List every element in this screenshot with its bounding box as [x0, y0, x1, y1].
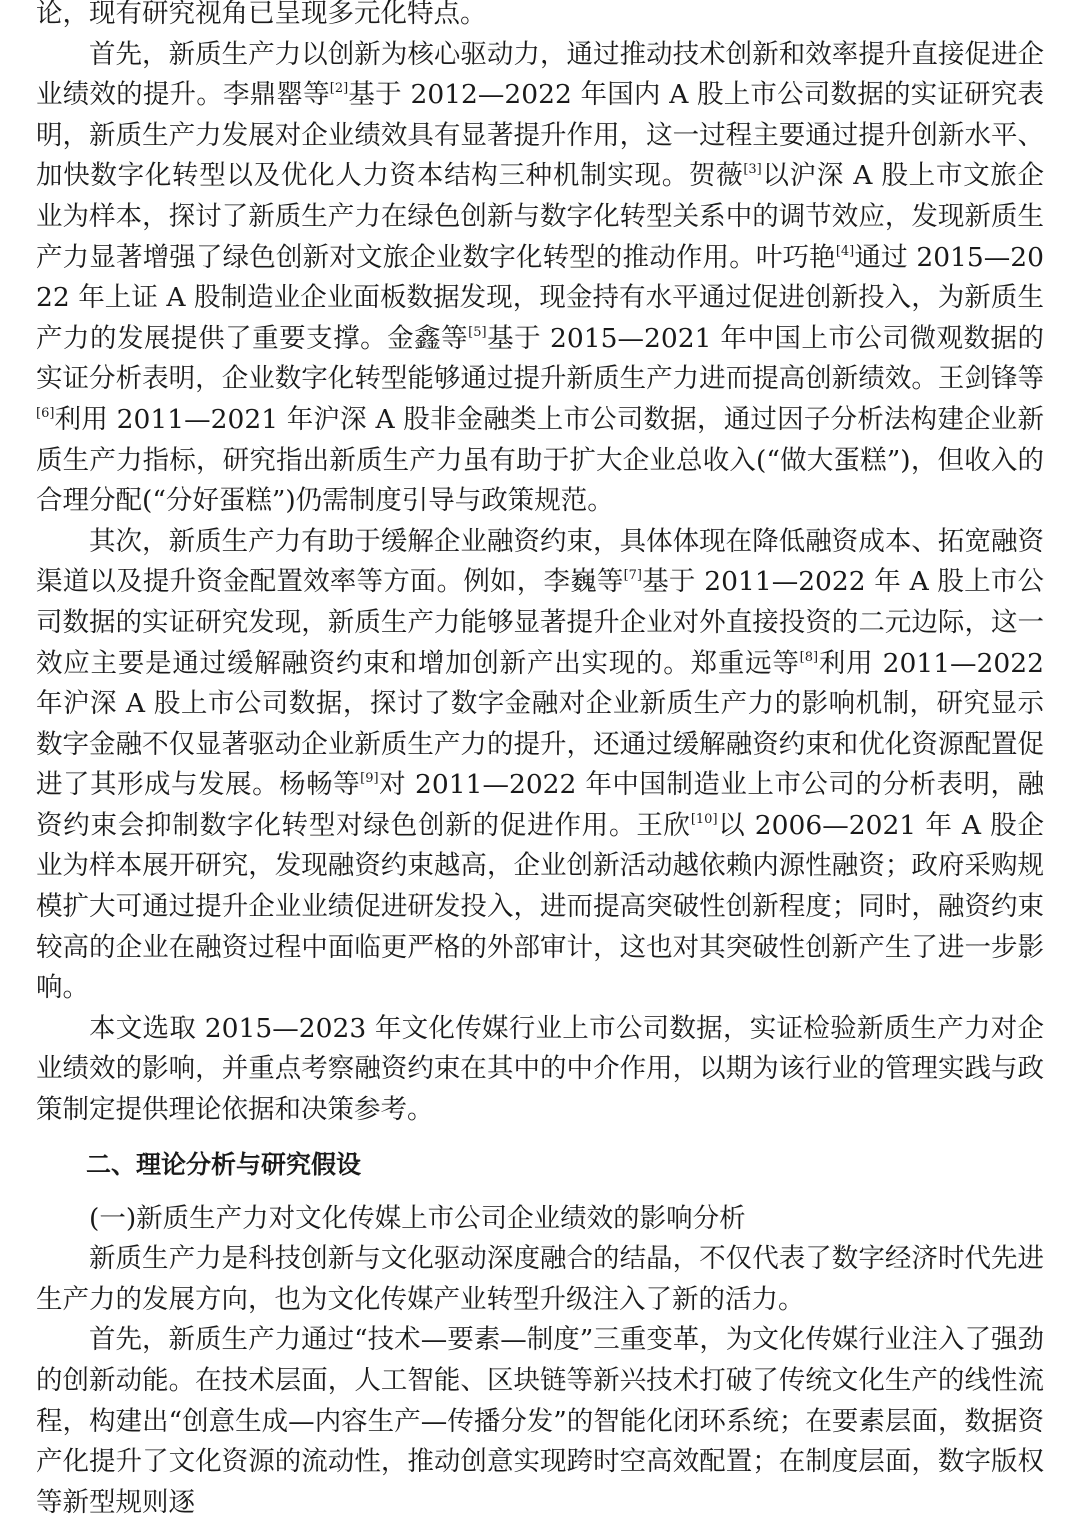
citation-ref: [10] — [690, 811, 718, 827]
text-run: 利用 2011—2022 年沪深 A 股上市公司数据，探讨了数字金融对企业新质生产力的影响机制，研究显示数字金融不仅显著驱动企业新质生产力的提升，还通过缓解融资约束和优化资源配置促进了其形成与发展。杨畅等 — [36, 647, 1044, 801]
citation-ref: [2] — [329, 81, 349, 97]
citation-ref: [9] — [360, 771, 379, 787]
text-run: 通过 2015—2022 年上证 A 股制造业企业面板数据发现，现金持有水平通过促进创新投入，为新质生产力的发展提供了重要支撑。金鑫等 — [36, 241, 1044, 354]
text-run: 以 2006—2021 年 A 股企业为样本展开研究，发现融资约束越高，企业创新活动越依赖内源性融资；政府采购规模扩大可通过提升企业业绩促进研发投入，进而提高突破性创新程度；同时，融资约束较高的企业在融资过程中面临更严格的外部审计，这也对其突破性创新产生了进一步影响。 — [36, 809, 1045, 1004]
section-heading: 二、理论分析与研究假设 — [86, 1149, 362, 1179]
subsection-heading: (一)新质生产力对文化传媒上市公司企业绩效的影响分析 — [89, 1202, 746, 1234]
citation-ref: [7] — [623, 568, 642, 584]
citation-ref: [3] — [743, 162, 762, 178]
paragraph-definition: 新质生产力是科技创新与文化驱动深度融合的结晶，不仅代表了数字经济时代先进生产力的发展方向，也为文化传媒产业转型升级注入了新的活力。 — [36, 1243, 1044, 1315]
paragraph-financing-constraints — [36, 522, 1044, 1009]
text-run: 基于 2015—2021 年中国上市公司微观数据的实证分析表明，企业数字化转型能够通过提升新质生产力进而提高创新绩效。王剑锋等 — [36, 322, 1044, 395]
text-run: 利用 2011—2021 年沪深 A 股非金融类上市公司数据，通过因子分析法构建企业新质生产力指标，研究指出新质生产力虽有助于扩大企业总收入(“做大蛋糕”)，但收入的合理分配(“分好蛋糕”)仍需制度引导与政策规范。 — [36, 403, 1044, 517]
text-run: 基于 2011—2022 年 A 股上市公司数据的实证研究发现，新质生产力能够显著提升企业对外直接投资的二元边际，这一效应主要是通过缓解融资约束和增加创新产出实现的。郑重远等 — [36, 566, 1044, 679]
paragraph-triple-reform: 首先，新质生产力通过“技术—要素—制度”三重变革，为文化传媒行业注入了强劲的创新动能。在技术层面，人工智能、区块链等新兴技术打破了传统文化生产的线性流程，构建出“创意生成—内容生产—传播分发”的智能化闭环系统；在要素层面，数据资产化提升了文化资源的流动性，推动创意实现跨时空高效配置；在制度层面，数字版权等新型规则逐 — [36, 1324, 1044, 1518]
paragraph-continuation: 论，现有研究视角已呈现多元化特点。 — [36, 0, 487, 29]
text-run: 首先，新质生产力以创新为核心驱动力，通过推动技术创新和效率提升直接促进企业绩效的提升。李鼎罂等 — [36, 38, 1044, 111]
text-run: 基于 2012—2022 年国内 A 股上市公司数据的实证研究表明，新质生产力发展对企业绩效具有显著提升作用，这一过程主要通过提升创新水平、加快数字化转型以及优化人力资本结构三种机制实现。贺薇 — [36, 79, 1045, 192]
citation-ref: [5] — [468, 324, 487, 340]
citation-ref: [6] — [36, 405, 55, 421]
text-run: 其次，新质生产力有助于缓解企业融资约束，具体体现在降低融资成本、拓宽融资渠道以及提升资金配置效率等方面。例如，李巍等 — [36, 525, 1044, 598]
text-run: 以沪深 A 股上市文旅企业为样本，探讨了新质生产力在绿色创新与数字化转型关系中的调节效应，发现新质生产力显著增强了绿色创新对文旅企业数字化转型的推动作用。叶巧艳 — [36, 160, 1044, 273]
citation-ref: [4] — [835, 243, 855, 259]
citation-ref: [8] — [799, 649, 819, 665]
paragraph-study-purpose: 本文选取 2015—2023 年文化传媒行业上市公司数据，实证检验新质生产力对企业绩效的影响，并重点考察融资约束在其中的中介作用，以期为该行业的管理实践与政策制定提供理论依据和决策参考。 — [36, 1012, 1044, 1126]
paragraph-innovation-performance — [36, 35, 1044, 522]
text-run: 对 2011—2022 年中国制造业上市公司的分析表明，融资约束会抑制数字化转型对绿色创新的促进作用。王欣 — [36, 769, 1045, 841]
